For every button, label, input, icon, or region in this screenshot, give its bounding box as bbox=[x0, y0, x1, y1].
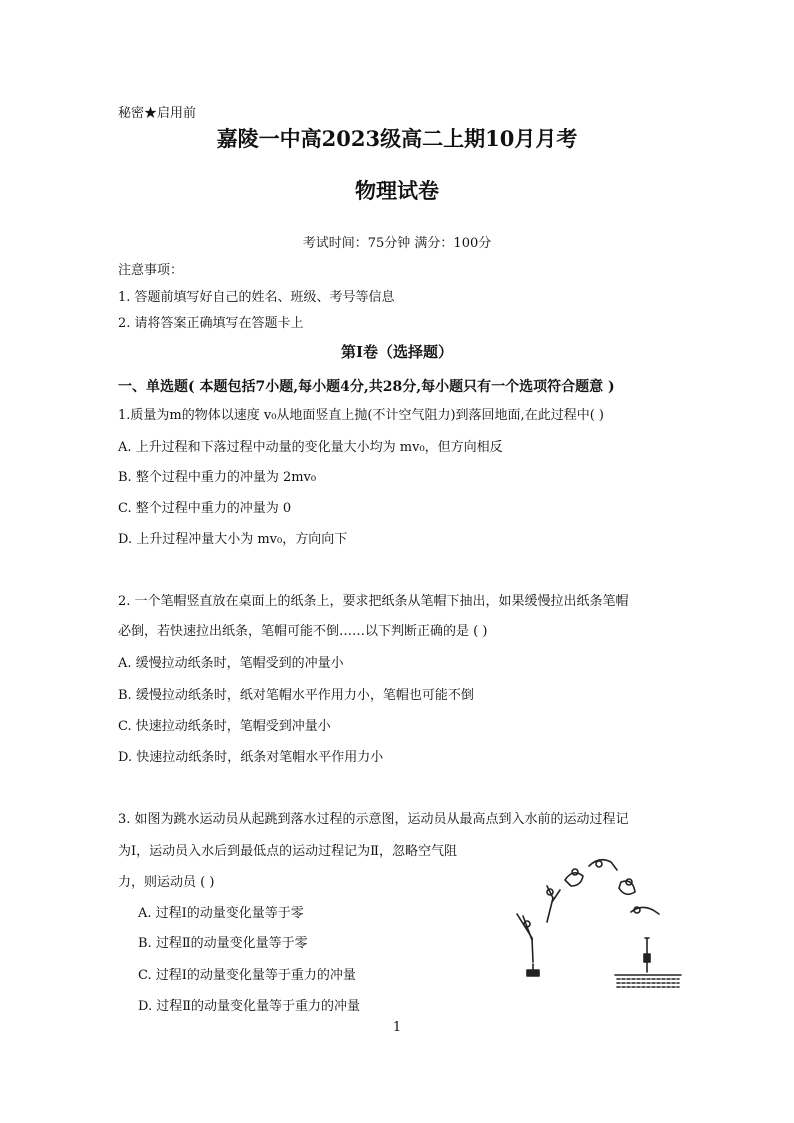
question-3-option-c: C. 过程Ⅰ的动量变化量等于重力的冲量 bbox=[138, 968, 356, 983]
question-1-option-a: A. 上升过程和下落过程中动量的变化量大小均为 mv₀，但方向相反 bbox=[118, 440, 503, 455]
page-number: 1 bbox=[392, 1020, 402, 1035]
question-1-option-b: B. 整个过程中重力的冲量为 2mv₀ bbox=[118, 470, 317, 485]
question-3-option-b: B. 过程Ⅱ的动量变化量等于零 bbox=[138, 936, 308, 951]
question-2-option-b: B. 缓慢拉动纸条时，纸对笔帽水平作用力小，笔帽也可能不倒 bbox=[118, 688, 474, 703]
question-3-stem-line3: 力，则运动员 ( ) bbox=[118, 875, 215, 890]
question-2-stem-line1: 2. 一个笔帽竖直放在桌面上的纸条上，要求把纸条从笔帽下抽出，如果缓慢拉出纸条笔帽 bbox=[118, 594, 629, 609]
question-3-option-d: D. 过程Ⅱ的动量变化量等于重力的冲量 bbox=[138, 999, 361, 1014]
question-1-option-d: D. 上升过程冲量大小为 mv₀，方向向下 bbox=[118, 532, 348, 547]
subject-title: 物理试卷 bbox=[355, 178, 439, 203]
note-item: 1. 答题前填写好自己的姓名、班级、考号等信息 bbox=[118, 290, 395, 305]
question-3-option-a: A. 过程Ⅰ的动量变化量等于零 bbox=[138, 906, 304, 921]
exam-title: 嘉陵一中高2023级高二上期10月月考 bbox=[216, 126, 578, 151]
question-2-option-c: C. 快速拉动纸条时，笔帽受到冲量小 bbox=[118, 719, 331, 734]
question-2-option-a: A. 缓慢拉动纸条时，笔帽受到的冲量小 bbox=[118, 656, 344, 671]
question-1-stem: 1.质量为m的物体以速度 v₀从地面竖直上抛(不计空气阻力)到落回地面,在此过程中( ) bbox=[118, 408, 604, 423]
part-title: 第Ⅰ卷（选择题） bbox=[340, 343, 454, 361]
note-item: 2. 请将答案正确填写在答题卡上 bbox=[118, 316, 304, 331]
secret-label: 秘密★启用前 bbox=[118, 106, 197, 121]
question-2-stem-line2: 必倒，若快速拉出纸条，笔帽可能不倒……以下判断正确的是 ( ) bbox=[118, 624, 488, 639]
question-3-stem-line2: 为Ⅰ，运动员入水后到最低点的运动过程记为Ⅱ，忽略空气阻 bbox=[118, 844, 457, 859]
section-title: 一、单选题( 本题包括7小题,每小题4分,共28分,每小题只有一个选项符合题意 ) bbox=[118, 379, 615, 395]
notes-heading: 注意事项： bbox=[118, 263, 184, 278]
diver-sequence-illustration bbox=[505, 852, 685, 992]
question-3-stem-line1: 3. 如图为跳水运动员从起跳到落水过程的示意图，运动员从最高点到入水前的运动过程记 bbox=[118, 812, 629, 827]
exam-info: 考试时间：75分钟 满分：100分 bbox=[302, 236, 492, 251]
question-2-option-d: D. 快速拉动纸条时，纸条对笔帽水平作用力小 bbox=[118, 750, 384, 765]
question-1-option-c: C. 整个过程中重力的冲量为 0 bbox=[118, 501, 292, 516]
